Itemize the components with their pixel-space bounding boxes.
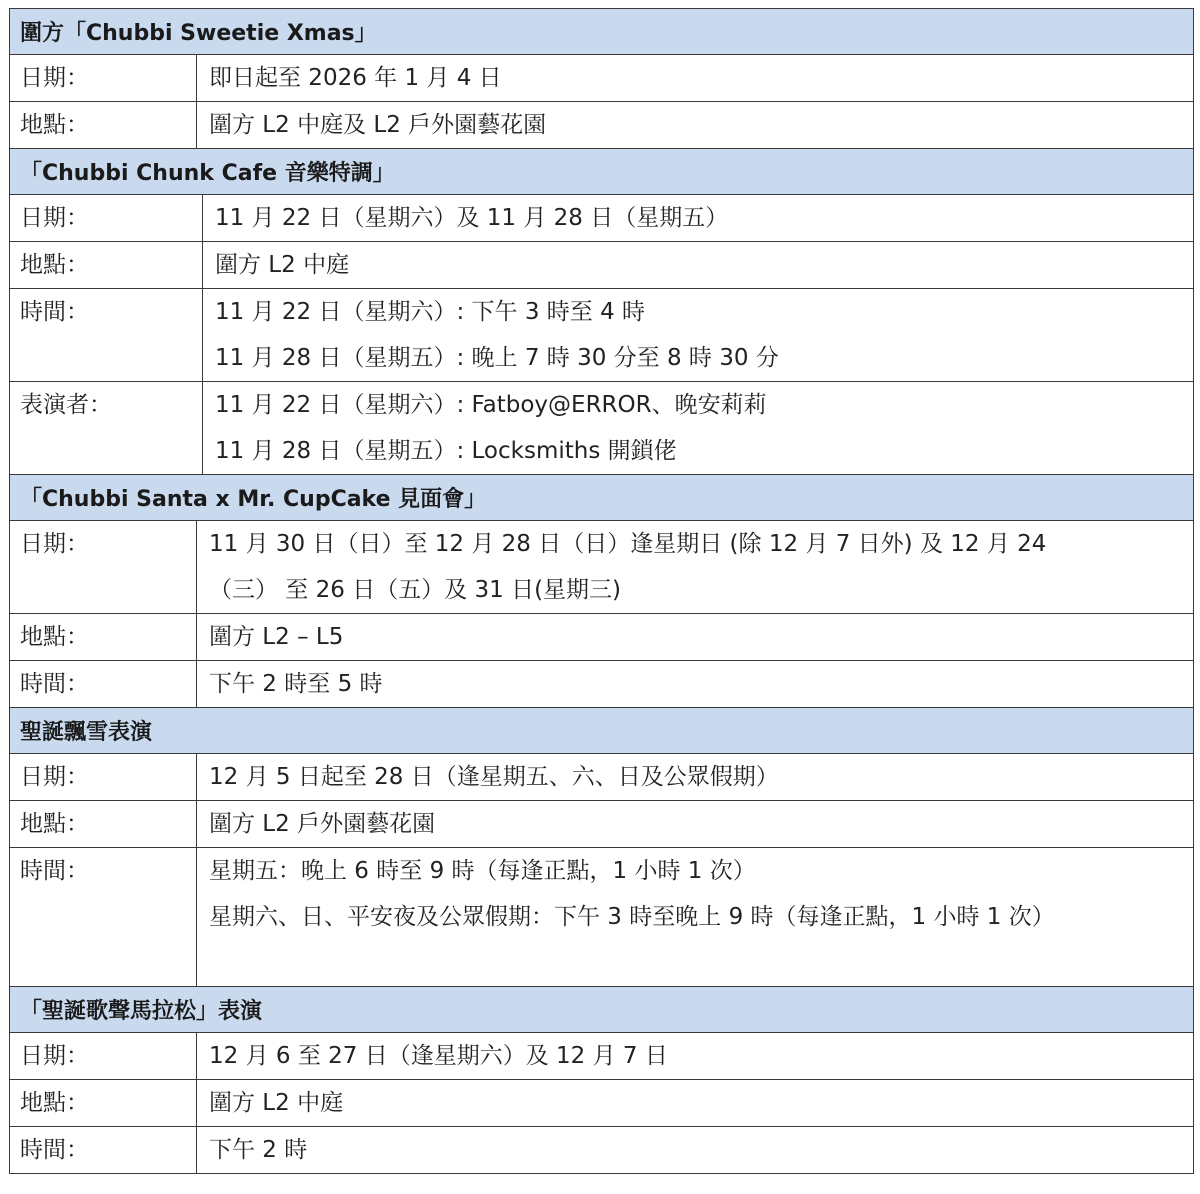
- section-title: 「聖誕歌聲馬拉松」表演: [10, 987, 1193, 1033]
- value-line: 圍方 L2 – L5: [209, 624, 344, 650]
- schedule-row: [10, 801, 1193, 848]
- row-label: 地點：: [10, 102, 197, 148]
- row-value: [197, 1127, 1193, 1173]
- schedule-row: [10, 195, 1193, 242]
- row-label: 日期：: [10, 754, 197, 800]
- row-value: [203, 242, 1193, 288]
- row-label: 地點：: [10, 1080, 197, 1126]
- row-label: 日期：: [10, 55, 197, 101]
- row-value: [197, 55, 1193, 101]
- value-line: 星期六、日、平安夜及公眾假期：下午 3 時至晚上 9 時（每逢正點，1 小時 1 次）: [209, 904, 1055, 930]
- row-value: [197, 661, 1193, 707]
- section-title: 「Chubbi Santa x Mr. CupCake 見面會」: [10, 475, 1193, 521]
- value-line: 圍方 L2 戶外園藝花園: [209, 811, 436, 837]
- value-line: 11 月 22 日（星期六）: Fatboy@ERROR、晚安莉莉: [215, 392, 767, 418]
- row-label: 地點：: [10, 242, 203, 288]
- schedule-row: [10, 55, 1193, 102]
- row-value: [197, 614, 1193, 660]
- value-line: 圍方 L2 中庭: [215, 252, 350, 278]
- schedule-row: [10, 521, 1193, 614]
- row-label: 表演者：: [10, 382, 203, 474]
- event-schedule-table: [9, 8, 1194, 1174]
- row-label: 日期：: [10, 521, 197, 613]
- value-line: 星期五：晚上 6 時至 9 時（每逢正點，1 小時 1 次）: [209, 858, 756, 884]
- row-value: [203, 195, 1193, 241]
- section-title: 圍方「Chubbi Sweetie Xmas」: [10, 9, 1193, 55]
- schedule-row: [10, 1080, 1193, 1127]
- row-value: [197, 801, 1193, 847]
- schedule-row: [10, 661, 1193, 708]
- schedule-row: [10, 1127, 1193, 1173]
- value-line: 11 月 22 日（星期六）及 11 月 28 日（星期五）: [215, 205, 729, 231]
- value-line: （三） 至 26 日（五）及 31 日(星期三): [209, 577, 622, 603]
- row-label: 地點：: [10, 801, 197, 847]
- schedule-row: [10, 848, 1193, 987]
- row-value: [203, 289, 1193, 381]
- row-value: [203, 382, 1193, 474]
- value-line: 即日起至 2026 年 1 月 4 日: [209, 65, 502, 91]
- schedule-row: [10, 754, 1193, 801]
- value-line: 下午 2 時至 5 時: [209, 671, 383, 697]
- schedule-row: [10, 242, 1193, 289]
- row-value: [197, 521, 1193, 613]
- schedule-row: [10, 102, 1193, 149]
- row-value: [197, 754, 1193, 800]
- value-line: 圍方 L2 中庭及 L2 戶外園藝花園: [209, 112, 547, 138]
- row-label: 日期：: [10, 1033, 197, 1079]
- row-label: 時間：: [10, 848, 197, 986]
- schedule-row: [10, 1033, 1193, 1080]
- value-line: 圍方 L2 中庭: [209, 1090, 344, 1116]
- schedule-row: [10, 382, 1193, 475]
- value-line: [209, 940, 1193, 986]
- row-value: [197, 848, 1193, 986]
- value-line: 12 月 5 日起至 28 日（逢星期五、六、日及公眾假期）: [209, 764, 779, 790]
- section-title: 「Chubbi Chunk Cafe 音樂特調」: [10, 149, 1193, 195]
- row-value: [197, 1033, 1193, 1079]
- value-line: 11 月 30 日（日）至 12 月 28 日（日）逢星期日 (除 12 月 7 日外) 及 12 月 24: [209, 531, 1047, 557]
- value-line: 11 月 22 日（星期六）: 下午 3 時至 4 時: [215, 299, 646, 325]
- row-label: 時間：: [10, 661, 197, 707]
- row-value: [197, 1080, 1193, 1126]
- row-label: 時間：: [10, 289, 203, 381]
- row-label: 日期：: [10, 195, 203, 241]
- schedule-row: [10, 614, 1193, 661]
- value-line: 11 月 28 日（星期五）: Locksmiths 開鎖佬: [215, 438, 677, 464]
- value-line: 12 月 6 至 27 日（逢星期六）及 12 月 7 日: [209, 1043, 668, 1069]
- value-line: 11 月 28 日（星期五）: 晚上 7 時 30 分至 8 時 30 分: [215, 345, 779, 371]
- value-line: 下午 2 時: [209, 1137, 308, 1163]
- row-value: [197, 102, 1193, 148]
- section-title: 聖誕飄雪表演: [10, 708, 1193, 754]
- schedule-row: [10, 289, 1193, 382]
- row-label: 時間：: [10, 1127, 197, 1173]
- row-label: 地點：: [10, 614, 197, 660]
